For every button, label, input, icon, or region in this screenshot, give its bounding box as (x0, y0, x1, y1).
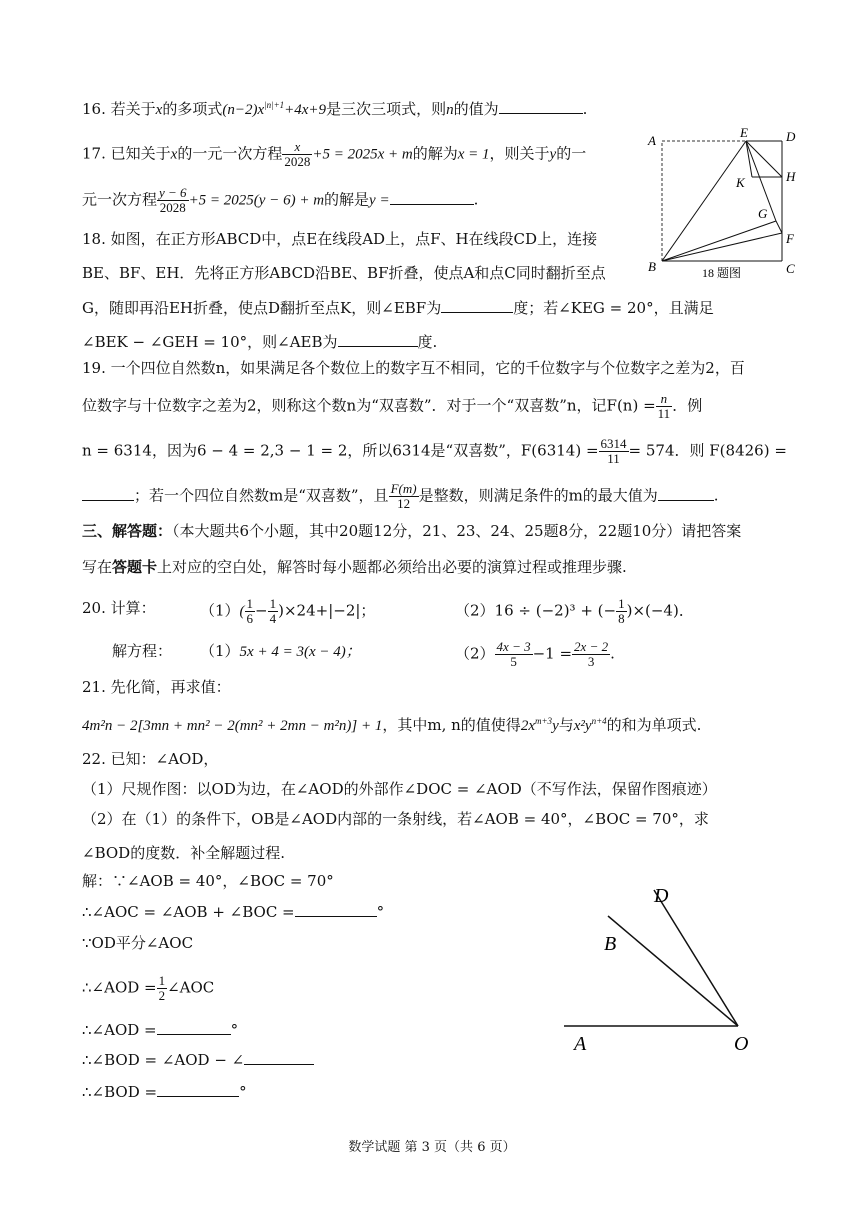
label-B: B (648, 259, 656, 274)
q16-number: 16. (82, 100, 106, 118)
q19-answer-blank-2[interactable] (658, 484, 714, 501)
q19-line2: 位数字与十位数字之差为2，则称这个数n为“双喜数”．对于一个“双喜数”n，记F(n) = $\frac{n}{11}$ ．例 (82, 391, 703, 421)
q22-step-1: 解：∵∠AOB = 40°，∠BOC = 70° (82, 872, 334, 890)
q22-step-5: ∴∠AOD = ° (82, 1018, 238, 1041)
q22-part1: （1）尺规作图：以OD为边，在∠AOD的外部作∠DOC = ∠AOD（不写作法，保留作图痕迹） (82, 780, 717, 798)
q17-answer-blank[interactable] (390, 188, 474, 205)
q20-solve-2: （2） $\frac{4x - 3}{5}$ −1 = $\frac{2x - 2}{3}$ . (455, 639, 615, 669)
q18-line3: G，随即再沿EH折叠，使点D翻折至点K，则∠EBF为 度；若∠KEG = 20°，且满足 (82, 296, 714, 319)
label-H: H (786, 169, 796, 184)
label-O: O (734, 1033, 749, 1055)
q17-fraction-2: $\frac{y - 6}{2028}$ (159, 185, 187, 215)
label-D: D (786, 129, 796, 144)
q19-answer-blank-1[interactable] (82, 484, 134, 501)
q22-part2b: ∠BOD的度数．补全解题过程. (82, 844, 285, 862)
q22-part2: （2）在（1）的条件下，OB是∠AOD内部的一条射线，若∠AOB = 40°，∠BOC = 70°，求 (82, 810, 709, 828)
q19-line3: n = 6314，因为6 − 4 = 2,3 − 1 = 2，所以6314是“双喜数”，F(6314) = $\frac{6314}{11}$ = 574．则 F(8426) = (82, 436, 787, 466)
label-C: C (786, 261, 795, 276)
q18-line2: BE、BF、EH．先将正方形ABCD沿BE、BF折叠，使点A和点C同时翻折至点 (82, 264, 606, 282)
q21-label: 21. 先化简，再求值： (82, 678, 231, 696)
q22-blank-bod[interactable] (157, 1080, 239, 1097)
q22-blank-aod[interactable] (157, 1018, 231, 1035)
q19-fraction-f-n: $\frac{n}{11}$ (657, 391, 671, 421)
q22-blank-aoc[interactable] (295, 900, 377, 917)
q18-answer-blank-2[interactable] (338, 330, 418, 347)
q20-part1: （1）( $\frac{1}{6}$ − $\frac{1}{4}$ )×24+|−2|； (200, 596, 376, 626)
section-3-title: 三、解答题： (82, 522, 173, 540)
q22-step-7: ∴∠BOD = ° (82, 1080, 247, 1103)
q20-label: 20. 计算： (82, 599, 156, 617)
q18-line4: ∠BEK − ∠GEH = 10°，则∠AEB为 度. (82, 330, 437, 353)
q20-solve-label: 解方程： (112, 642, 173, 660)
label-D: D (654, 885, 669, 907)
section-3-line2: 写在答题卡上对应的空白处，解答时每小题都必须给出必要的演算过程或推理步骤. (82, 558, 627, 576)
q20-solve-1: （1）5x + 4 = 3(x − 4)； (200, 642, 361, 660)
segment-bg (662, 221, 776, 261)
section-3-header: 三、解答题：（本大题共6个小题，其中20题12分，21、23、24、25题8分，22题10分）请把答案 (82, 522, 742, 540)
q16-polynomial: (n−2)x (222, 102, 265, 118)
label-A: A (574, 1033, 587, 1055)
q21-expression: 4m²n − 2[3mn + mn² − 2(mn² + 2mn − m²n)] + 1，其中m, n的值使得$2x^{m+3}y$与$x^2y^{n+4}$的和为单项式. (82, 716, 702, 734)
figure-18 (640, 125, 810, 283)
q22-blank-angle[interactable] (244, 1048, 314, 1065)
q17-line2: 元一次方程 $\frac{y - 6}{2028}$ +5 = 2025(y − 6) + m的解是y = . (82, 185, 479, 215)
q17-fraction-1: $\frac{x}{2028}$ (284, 139, 311, 169)
figure-22 (560, 878, 770, 1068)
q22-step-4: ∴∠AOD = $\frac{1}{2}$ ∠AOC (82, 973, 215, 1003)
q19-fraction-fm: $\frac{F(m)}{12}$ (390, 481, 417, 511)
q16-answer-blank[interactable] (499, 97, 583, 114)
segment-be (662, 141, 746, 261)
q19-fraction-6314: $\frac{6314}{11}$ (600, 436, 627, 466)
page-footer: 数学试题 第 3 页（共 6 页） (348, 1140, 516, 1155)
q19-line1: 19. 一个四位自然数n，如果满足各个数位上的数字互不相同，它的千位数字与个位数字之差为2，百 (82, 359, 745, 377)
q18-line1: 18. 如图，在正方形ABCD中，点E在线段AD上，点F、H在线段CD上，连接 (82, 230, 598, 248)
q18-answer-blank-1[interactable] (441, 296, 513, 313)
label-E: E (740, 125, 748, 140)
q22-step-2: ∴∠AOC = ∠AOB + ∠BOC = ° (82, 900, 384, 923)
q17-line1: 17. 已知关于x的一元一次方程 $\frac{x}{2028}$ +5 = 2025x + m的解为x = 1，则关于y的一 (82, 139, 587, 169)
q19-line4: ；若一个四位自然数m是“双喜数”，且 $\frac{F(m)}{12}$ 是整数，则满足条件的m的最大值为 . (82, 482, 719, 511)
q22-label: 22. 已知：∠AOD， (82, 750, 219, 768)
q22-step-6: ∴∠BOD = ∠AOD − ∠ (82, 1048, 314, 1071)
label-F: F (786, 231, 794, 246)
label-A: A (648, 133, 656, 148)
q20-part2: （2）16 ÷ (−2)³ + (− $\frac{1}{8}$ )×(−4)． (455, 596, 694, 626)
segment-bf (662, 233, 782, 261)
ray-od (654, 890, 738, 1026)
label-K: K (736, 175, 745, 190)
ray-ob (608, 916, 738, 1026)
q22-step-3: ∵OD平分∠AOC (82, 934, 194, 952)
q16: 16. 若关于x的多项式$(n-2)x^{|n|+1}+4x+9$是三次三项式，则n的值为 . (82, 94, 587, 121)
segment-gf (776, 221, 782, 233)
label-B: B (604, 933, 617, 955)
label-G: G (758, 206, 768, 221)
figure-18-caption: 18 题图 (702, 266, 742, 280)
